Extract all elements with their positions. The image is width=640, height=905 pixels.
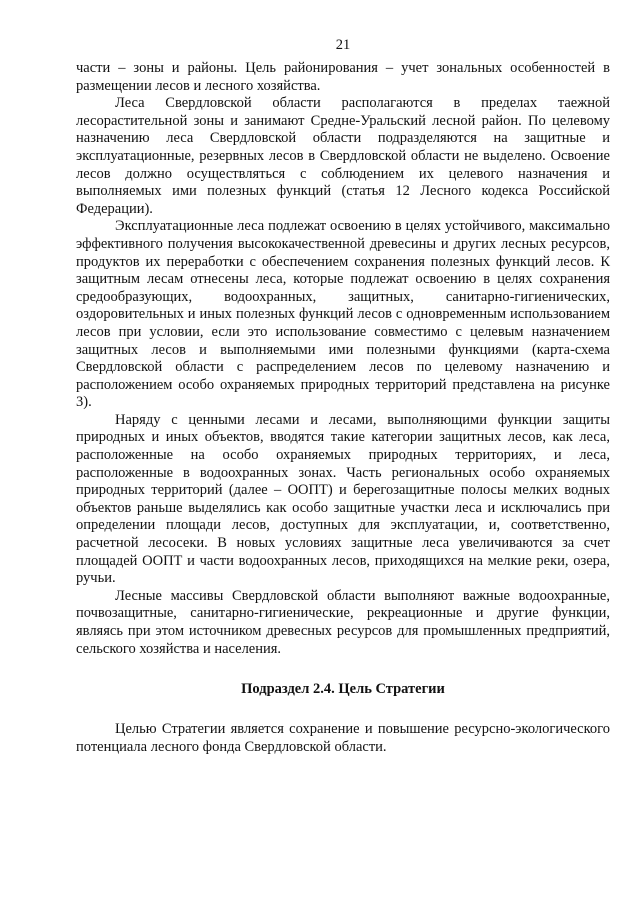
page-number: 21: [335, 37, 351, 53]
paragraph-protective-categories: Наряду с ценными лесами и лесами, выполняющими функции защиты природных и иных объектов, вводятся такие категории защитных лесов, как леса, расположенные на особо охраняемых природных территориях, и леса, расположенные в водоохранных зонах. Часть региональных особо охраняемых природных территорий (далее – ООПТ) и берегозащитные полосы мелких водных объектов раньше выделялись как особо защитные участки леса и исключались при определении площади лесов, доступных для эксплуатации, и, соответственно, расчетной лесосеки. В новых условиях защитные леса увеличиваются за счет площадей ООПТ и части водоохранных лесов, приходящихся на мелкие реки, озера, ручьи.: [76, 411, 610, 587]
paragraph-strategy-goal: Целью Стратегии является сохранение и повышение ресурсно-экологического потенциала лесного фонда Свердловской области.: [76, 721, 610, 755]
document-page: [76, 36, 610, 756]
section-heading: Подраздел 2.4. Цель Стратегии: [241, 681, 445, 698]
paragraph-forest-location: Леса Свердловской области располагаются в пределах таежной лесорастительной зоны и занимают Средне-Уральский лесной район. По целевому назначению леса Свердловской области подразделяются на защитные и эксплуатационные, резервных лесов в Свердловской области не выделено. Освоение лесов должно осуществляться с соблюдением их целевого назначения и выполняемых ими полезных функций (статья 12 Лесного кодекса Российской Федерации).: [76, 95, 610, 217]
paragraph-forest-functions: Лесные массивы Свердловской области выполняют важные водоохранные, почвозащитные, санитарно-гигиенические, рекреационные и другие функции, являясь при этом источником древесных ресурсов для промышленных предприятий, сельского хозяйства и населения.: [76, 587, 610, 657]
paragraph-operational-forests: Эксплуатационные леса подлежат освоению в целях устойчивого, максимально эффективного получения высококачественной древесины и других лесных ресурсов, продуктов их переработки с обеспечением сохранения полезных функций лесов. К защитным лесам отнесены леса, которые подлежат освоению в целях сохранения средообразующих, водоохранных, защитных, санитарно-гигиенических, оздоровительных и иных полезных функций лесов с одновременным использованием лесов при условии, если это использование совместимо с целевым назначением защитных лесов и выполняемыми ими полезными функциями (карта-схема Свердловской области с распределением лесов по целевому назначению и расположением особо охраняемых природных территорий представлена на рисунке 3).: [76, 218, 610, 411]
paragraph-zoning-purpose: части – зоны и районы. Цель районирования – учет зональных особенностей в размещении лесов и лесного хозяйства.: [76, 60, 610, 94]
